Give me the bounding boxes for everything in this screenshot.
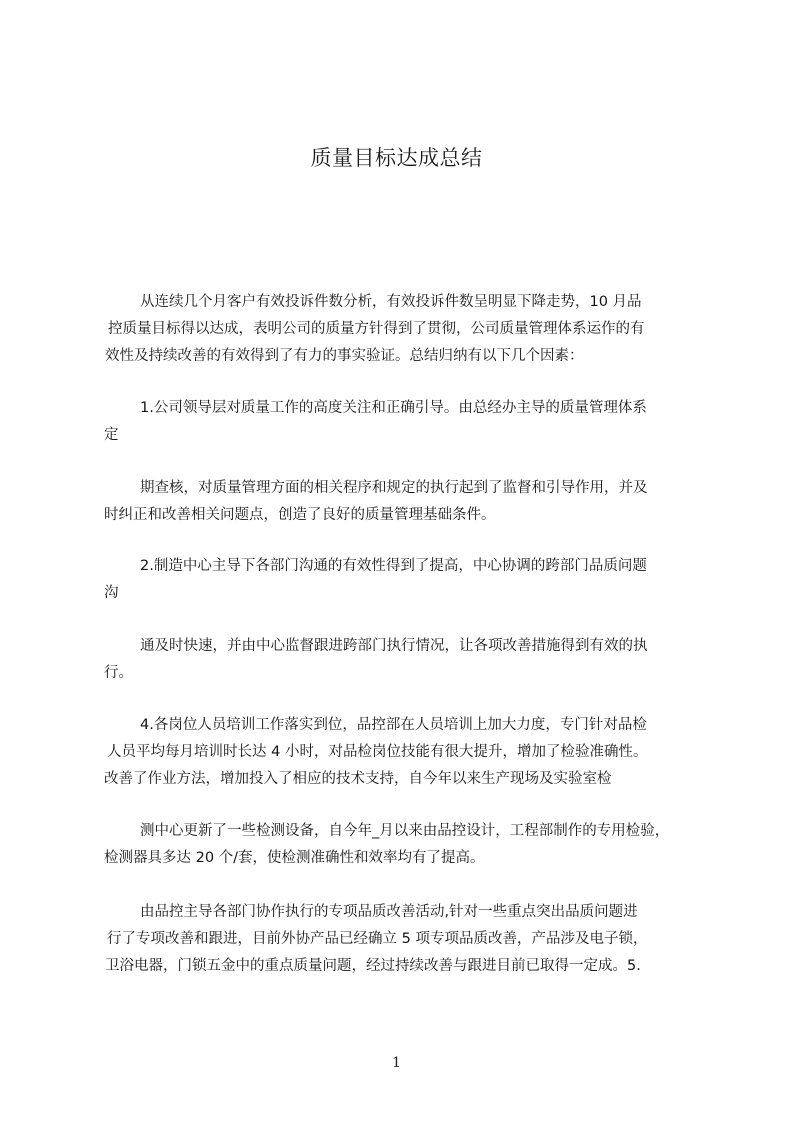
document-title: 质量目标达成总结 [310,146,483,170]
paragraph-line: 行了专项改善和跟进，目前外协产品已经确立 5 项专项品质改善，产品涉及电子锁， [107,931,648,947]
paragraph-line: 期查核，对质量管理方面的相关程序和规定的执行起到了监督和引导作用，并及 [140,480,648,496]
paragraph-line: 测中心更新了一些检测设备，自今年_月以来由品控设计，工程部制作的专用检验， [140,823,670,839]
paragraph-line: 行。 [104,665,133,681]
paragraph-line: 从连续几个月客户有效投诉件数分析，有效投诉件数呈明显下降走势，10 月品 [140,294,642,310]
paragraph-line: 沟 [104,585,119,601]
paragraph-line: 由品控主导各部门协作执行的专项品质改善活动,针对一些重点突出品质问题进 [140,904,638,920]
paragraph-line: 定 [104,427,119,443]
paragraph-line: 4.各岗位人员培训工作落实到位，品控部在人员培训上加大力度，专门针对品检 [140,717,647,733]
paragraph-line: 2.制造中心主导下各部门沟通的有效性得到了提高，中心协调的跨部门品质问题 [140,558,647,574]
paragraph-line: 控质量目标得以达成，表明公司的质量方针得到了贯彻，公司质量管理体系运作的有 [108,321,645,337]
paragraph-line: 时纠正和改善相关问题点，创造了良好的质量管理基础条件。 [104,507,496,523]
paragraph-line: 通及时快速，并由中心监督跟进跨部门执行情况，让各项改善措施得到有效的执 [140,638,648,654]
paragraph-line: 卫浴电器，门锁五金中的重点质量问题，经过持续改善与跟进目前已取得一定成。5. [105,958,641,974]
paragraph-line: 检测器具多达 20 个/套，使检测准确性和效率均有了提高。 [104,850,485,866]
paragraph-line: 改善了作业方法，增加投入了相应的技术支持，自今年以来生产现场及实验室检 [104,771,612,787]
paragraph-line: 1.公司领导层对质量工作的高度关注和正确引导。由总经办主导的质量管理体系 [140,400,647,416]
paragraph-line: 人员平均每月培训时长达 4 小时，对品检岗位技能有很大提升，增加了检验准确性。 [107,744,648,760]
paragraph-line: 效性及持续改善的有效得到了有力的事实验证。总结归纳有以下几个因素： [105,348,584,364]
page-number: 1 [392,1055,401,1071]
